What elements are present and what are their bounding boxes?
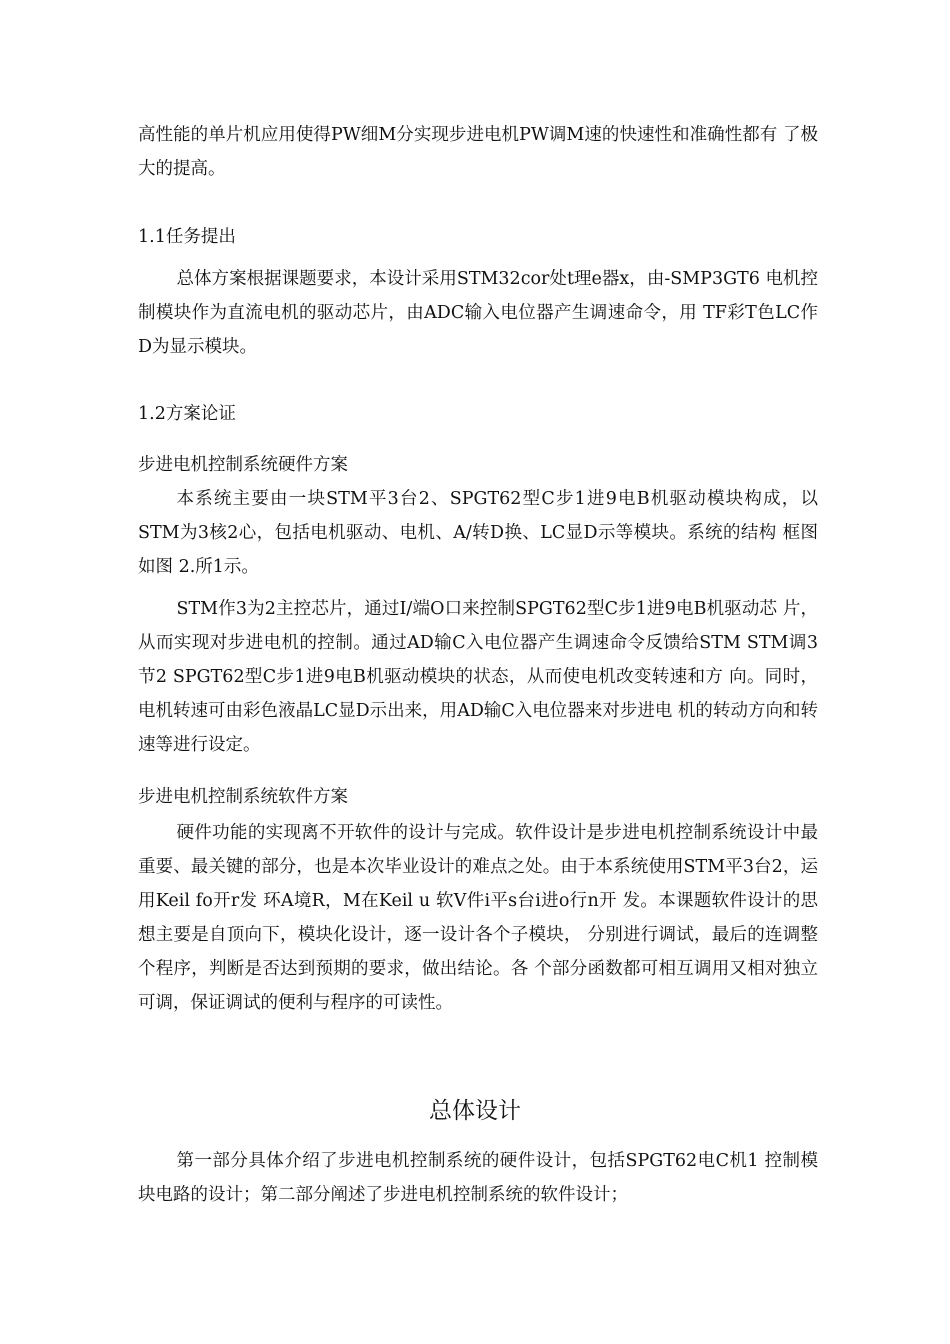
hardware-subheading: 步进电机控制系统硬件方案 xyxy=(138,455,348,475)
software-paragraph: 硬件功能的实现离不开软件的设计与完成。软件设计是步进电机控制系统设计中最重要、最关键的部分，也是本次毕业设计的难点之处。由于本系统使用STM平3台2，运用Keil fo开r发 环A境R，M在Keil u 软V件i平s台i进o行n开 发。本课题软件设计的思想主要是自顶向下，模块化设计，逐一设计各个子模块， 分别进行调试，最后的连调整个程序，判断是否达到预期的要求，做出结论。各 个部分函数都可相互调用又相对独立可调，保证调试的便利与程序的可读性。 xyxy=(138,823,818,1013)
software-subheading: 步进电机控制系统软件方案 xyxy=(138,787,348,807)
intro-paragraph: 高性能的单片机应用使得PW细M分实现步进电机PW调M速的快速性和准确性都有 了极大的提高。 xyxy=(138,125,818,179)
hardware-paragraph-2: STM作3为2主控芯片，通过I/端O口来控制SPGT62型C步1进9电B机驱动芯 片，从而实现对步进电机的控制。通过AD输C入电位器产生调速命令反馈给STM STM调3节2 SPGT62型C步1进9电B机驱动模块的状态，从而使电机改变转速和方 向。同时，电机转速可由彩色液晶LC显D示出来，用AD输C入电位器来对步进电 机的转动方向和转速等进行设定。 xyxy=(138,599,818,755)
section-1-2-heading: 1.2方案论证 xyxy=(138,404,236,424)
section-2-title: 总体设计 xyxy=(429,1098,521,1124)
section-2-paragraph: 第一部分具体介绍了步进电机控制系统的硬件设计，包括SPGT62电C机1 控制模块电路的设计；第二部分阐述了步进电机控制系统的软件设计； xyxy=(138,1151,818,1205)
section-1-1-heading: 1.1任务提出 xyxy=(138,227,236,247)
section-1-1-paragraph: 总体方案根据课题要求，本设计采用STM32cor处t理e器x，由-SMP3GT6 电机控制模块作为直流电机的驱动芯片，由ADC输入电位器产生调速命令，用 TF彩T色LC作D为显示模块。 xyxy=(138,269,818,357)
hardware-paragraph-1: 本系统主要由一块STM平3台2、SPGT62型C步1进9电B机驱动模块构成，以 STM为3核2心，包括电机驱动、电机、A/转D换、LC显D示等模块。系统的结构 框图如图 2.所1示。 xyxy=(138,489,818,577)
